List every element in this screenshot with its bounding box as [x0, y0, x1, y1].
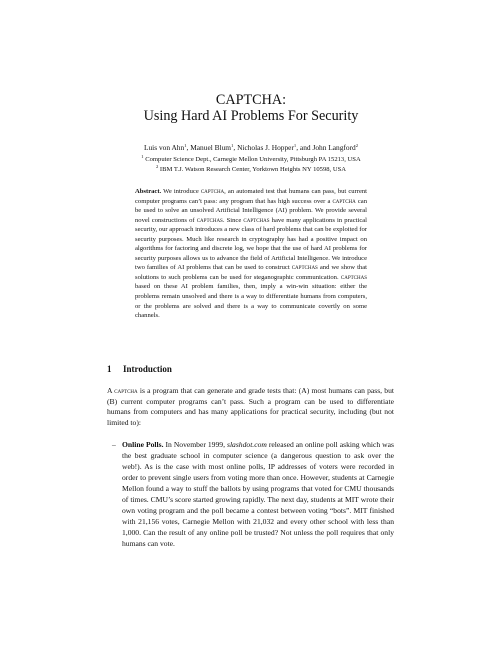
- author-name: Manuel Blum: [190, 143, 232, 152]
- section-number: 1: [107, 364, 112, 374]
- author-separator: ,: [186, 143, 191, 152]
- bullet-site: slashdot.com: [226, 440, 267, 449]
- bullet-text: In November 1999,: [163, 440, 227, 449]
- abstract-text: have many applications in practical security, our approach introduces a new class of hard problems that can be exploited for security purposes. Much like research in cryptography has had a positive impact on algorithms for factoring and discrete log, we hope that the use of hard AI problems for security purposes allows us to advance the field of Artificial Intelligence. We introduce two families of AI problems that can be used to construct: [135, 216, 367, 272]
- abstract-text: and we show that solutions to such problems can be used for steganographic communication.: [135, 264, 367, 281]
- author-name: Nicholas J. Hopper: [237, 143, 294, 152]
- author-name: Luis von Ahn: [143, 143, 185, 152]
- abstract: [135, 187, 367, 321]
- captcha-term: captchas: [340, 273, 367, 281]
- affiliation-mark: 1: [141, 154, 144, 159]
- author-name: John Langford: [312, 143, 356, 152]
- bullet-text: released an online poll asking which was the best graduate school in computer science (a dangerous question to ask over the web!). As is the case with most online polls, IP addresses of voters were recorded in order to prevent single users from voting more than once. However, students at Carnegie Mellon found a way to stuff the ballots by using programs that voted for CMU thousands of times. CMU’s score started growing rapidly. The next day, students at MIT wrote their own voting program and the poll became a contest between voting “bots”. MIT finished with 21,156 votes, Carnegie Mellon with 21,032 and every other school with less than 1,000. Can the result of any online poll be trusted? Not unless the poll requires that only humans can vote.: [122, 440, 394, 549]
- affiliation-2: [0, 166, 502, 174]
- intro-text: is a program that can generate and grade tests that: (A) most humans can pass, but (B) current computer programs can’t pass. Such a program can be used to differentiate humans from computers and has many applications for practical security, including (but not limited to):: [107, 386, 394, 427]
- captcha-term: captcha: [114, 386, 138, 395]
- affiliation-mark: 2: [355, 143, 359, 148]
- abstract-text: . Since: [222, 216, 244, 224]
- abstract-text: , an automated test that humans can pass, but current computer programs can’t pass: any program that has high success over a: [135, 188, 367, 205]
- captcha-term: captchas: [243, 216, 270, 224]
- abstract-text: can be used to solve an unsolved Artificial Intelligence (AI) problem. We provide several novel constructions of: [135, 197, 367, 224]
- affiliation-1: [0, 156, 502, 164]
- bullet-lead: Online Polls.: [122, 440, 164, 449]
- paper-title-line-2: Using Hard AI Problems For Security: [143, 108, 359, 124]
- bullet-body: [122, 439, 394, 549]
- abstract-text: based on these AI problem families, then, imply a win-win situation: either the problems remain unsolved and there is a way to differentiate humans from computers, or the problems are solved and there is a way to communicate covertly on some channels.: [135, 283, 367, 320]
- affiliation-mark: 2: [155, 164, 159, 169]
- author-separator: , and: [296, 143, 313, 152]
- paper-title-line-1: CAPTCHA:: [215, 92, 287, 108]
- author-list: [0, 143, 502, 152]
- affiliation-mark: 1: [184, 143, 187, 148]
- abstract-text: We introduce: [161, 188, 201, 195]
- intro-text: A: [107, 386, 115, 395]
- intro-paragraph: [107, 386, 394, 428]
- affiliation-mark: 1: [231, 143, 234, 148]
- affiliation-text: Computer Science Dept., Carnegie Mellon University, Pittsburgh PA 15213, USA: [145, 156, 361, 163]
- captcha-term: captcha: [332, 197, 356, 205]
- abstract-label: Abstract.: [135, 188, 162, 195]
- bullet-dash: –: [112, 440, 116, 449]
- captcha-term: captchas: [196, 216, 223, 224]
- captcha-term: captcha: [200, 188, 225, 195]
- section-title: Introduction: [123, 364, 172, 374]
- bullet-online-polls: [112, 439, 394, 549]
- author-separator: ,: [233, 143, 238, 152]
- affiliation-text: IBM T.J. Watson Research Center, Yorktown Heights NY 10598, USA: [159, 166, 347, 173]
- affiliation-mark: 1: [293, 143, 297, 148]
- captcha-term: captchas: [291, 264, 318, 272]
- section-heading: [107, 364, 407, 375]
